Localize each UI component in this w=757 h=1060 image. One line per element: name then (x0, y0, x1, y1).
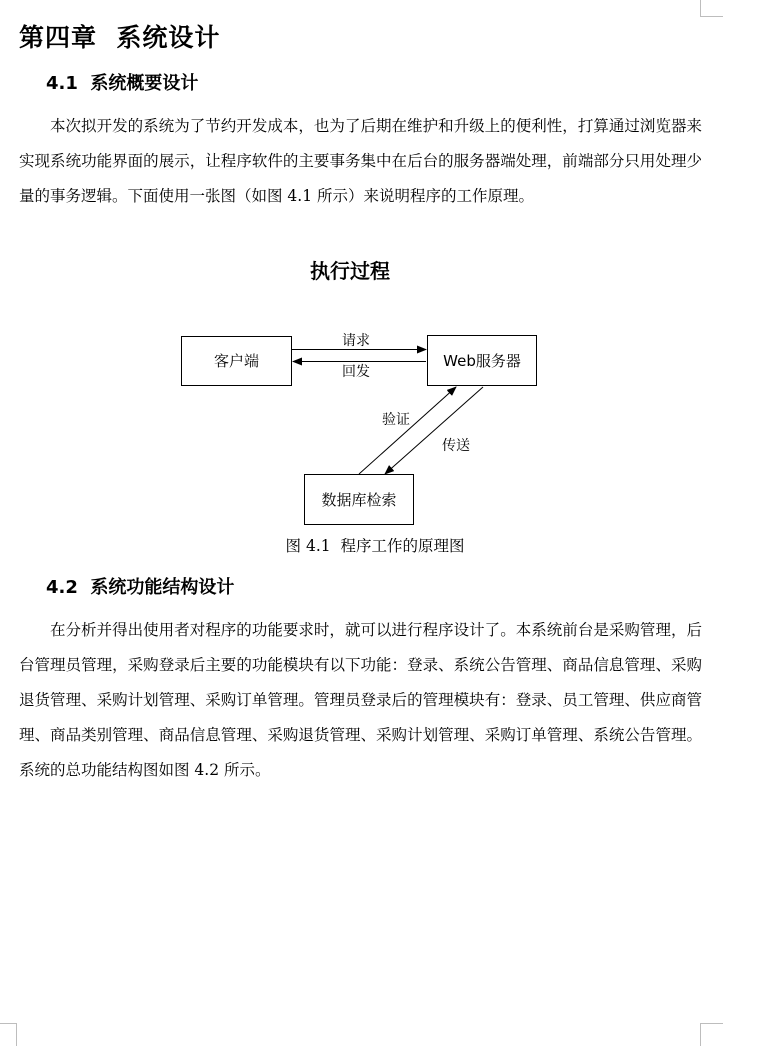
response-label: 回发 (342, 364, 370, 380)
web-server-label: Web服务器 (443, 352, 521, 370)
figure-caption: 图 4.1 程序工作的原理图 (285, 537, 465, 555)
section-4-2-paragraph: 在分析并得出使用者对程序的功能要求时，就可以进行程序设计了。本系统前台是采购管理，后台管理员管理，采购登录后主要的功能模块有以下功能：登录、系统公告管理、商品信息管理、采购退货管理、采购计划管理、采购订单管理。管理员登录后的管理模块有：登录、员工管理、供应商管理、商品类别管理、商品信息管理、采购退货管理、采购计划管理、采购订单管理、系统公告管理。系统的总功能结构图如图 4.2 所示。 (19, 621, 702, 779)
verify-arrow (359, 387, 456, 474)
section-heading-4-1: 4.1 系统概要设计 (46, 73, 199, 94)
client-label: 客户端 (213, 352, 260, 370)
request-label: 请求 (342, 333, 370, 349)
chapter-title: 第四章 系统设计 (19, 23, 221, 52)
database-label: 数据库检索 (321, 491, 397, 509)
section-heading-4-2: 4.2 系统功能结构设计 (46, 577, 235, 598)
transfer-arrow (385, 387, 483, 474)
verify-label: 验证 (382, 412, 410, 428)
transfer-label: 传送 (442, 438, 470, 454)
section-4-1-paragraph: 本次拟开发的系统为了节约开发成本，也为了后期在维护和升级上的便利性，打算通过浏览器来实现系统功能界面的展示，让程序软件的主要事务集中在后台的服务器端处理，前端部分只用处理少量的事务逻辑。下面使用一张图（如图 4.1 所示）来说明程序的工作原理。 (19, 117, 702, 205)
figure-title: 执行过程 (310, 259, 390, 283)
